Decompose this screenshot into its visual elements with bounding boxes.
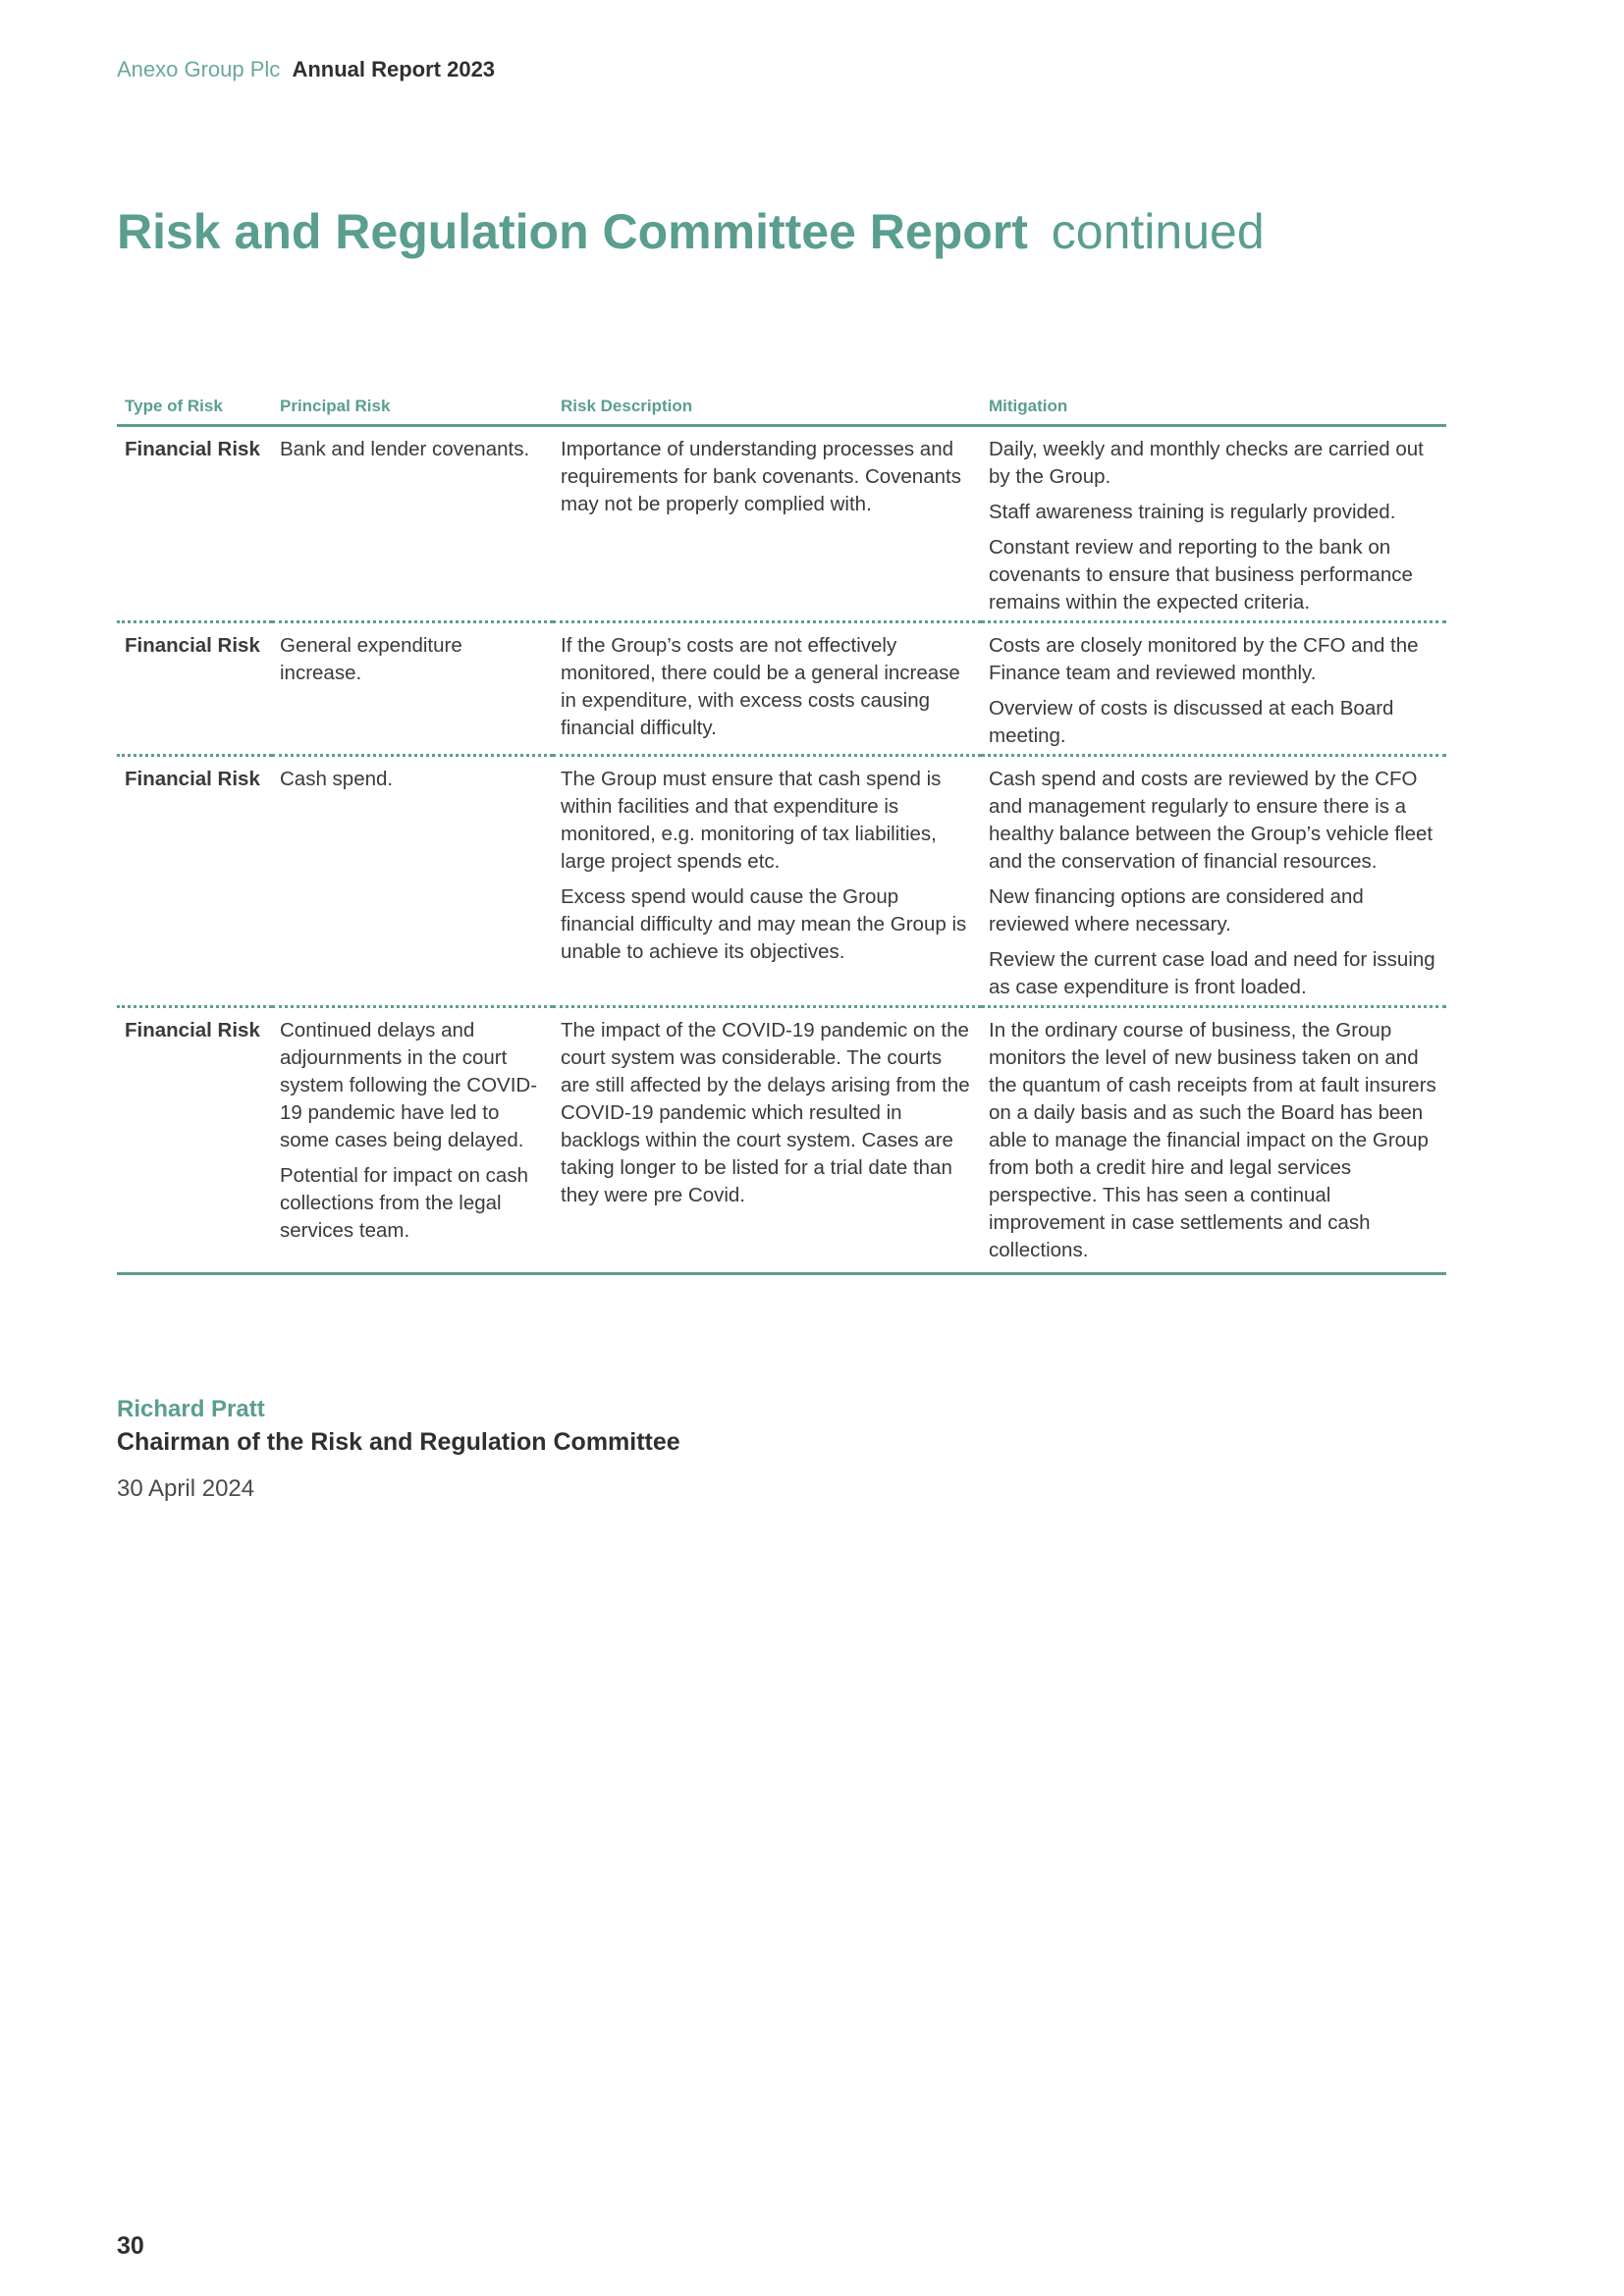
mitigation-text: New financing options are considered and reviewed where necessary. — [989, 885, 1364, 935]
mitigation-text: Daily, weekly and monthly checks are carried out by the Group. — [989, 438, 1424, 488]
principal-risk-cell — [272, 1007, 553, 1274]
risk-type-cell: Financial Risk — [117, 1007, 272, 1274]
signature-date: 30 April 2024 — [117, 1475, 255, 1502]
mitigation-text: Staff awareness training is regularly provided. — [989, 501, 1396, 523]
page-number: 30 — [117, 2232, 144, 2260]
table-row — [117, 426, 1446, 622]
mitigation-text: Overview of costs is discussed at each Board meeting. — [989, 697, 1394, 747]
risk-description-cell — [553, 1007, 981, 1274]
mitigation-text: Cash spend and costs are reviewed by the CFO and management regularly to ensure there is a healthy balance between the Group’s vehicle fleet and the conservation of financial resources. — [989, 768, 1434, 873]
risk-description-cell — [553, 756, 981, 1007]
page-title-suffix: continued — [1051, 204, 1265, 259]
page-title-main: Risk and Regulation Committee Report — [117, 204, 1028, 259]
risk-type-cell: Financial Risk — [117, 756, 272, 1007]
table-header-row — [117, 395, 1446, 426]
risk-type-cell: Financial Risk — [117, 622, 272, 756]
column-header-description: Risk Description — [553, 395, 981, 426]
column-header-principal: Principal Risk — [272, 395, 553, 426]
signatory-role: Chairman of the Risk and Regulation Committee — [117, 1428, 680, 1456]
mitigation-cell — [981, 1007, 1446, 1274]
risk-description-cell — [553, 622, 981, 756]
mitigation-cell — [981, 756, 1446, 1007]
risk-description-text: The impact of the COVID-19 pandemic on the court system was considerable. The courts are still affected by the delays arising from the COVID-19 pandemic which resulted in backlogs within the court system. Cases are taking longer to be listed for a trial date than they were pre Covid. — [561, 1019, 970, 1206]
company-name: Anexo Group Plc — [117, 57, 281, 81]
risk-description-text: Excess spend would cause the Group financial difficulty and may mean the Group is unable to achieve its objectives. — [561, 885, 967, 963]
principal-risk-cell — [272, 756, 553, 1007]
risk-description-text: The Group must ensure that cash spend is within facilities and that expenditure is monitored, e.g. monitoring of tax liabilities, large project spends etc. — [561, 768, 942, 873]
table-row — [117, 1007, 1446, 1274]
report-name: Annual Report 2023 — [292, 57, 496, 81]
principal-risk-text: Cash spend. — [280, 768, 394, 790]
risk-table — [117, 395, 1446, 1275]
risk-description-cell — [553, 426, 981, 622]
column-header-type: Type of Risk — [117, 395, 272, 426]
page-title — [117, 202, 1265, 261]
risk-description-text: If the Group’s costs are not effectively monitored, there could be a general increase in expenditure, with excess costs causing financial difficulty. — [561, 634, 960, 739]
risk-description-text: Importance of understanding processes and requirements for bank covenants. Covenants may not be properly complied with. — [561, 438, 961, 515]
principal-risk-cell — [272, 622, 553, 756]
mitigation-text: Review the current case load and need for issuing as case expenditure is front loaded. — [989, 948, 1435, 998]
principal-risk-cell — [272, 426, 553, 622]
principal-risk-text: Potential for impact on cash collections from the legal services team. — [280, 1164, 528, 1242]
principal-risk-text: Continued delays and adjournments in the court system following the COVID-19 pandemic have led to some cases being delayed. — [280, 1019, 538, 1151]
column-header-mitigation: Mitigation — [981, 395, 1446, 426]
principal-risk-text: General expenditure increase. — [280, 634, 462, 684]
running-header — [117, 57, 495, 82]
mitigation-text: In the ordinary course of business, the Group monitors the level of new business taken on and the quantum of cash receipts from at fault insurers on a daily basis and as such the Board has been able to manage the financial impact on the Group from both a credit hire and legal services perspective. This has seen a continual improvement in case settlements and cash collections. — [989, 1019, 1436, 1261]
table-row — [117, 622, 1446, 756]
risk-type-cell: Financial Risk — [125, 438, 260, 460]
mitigation-text: Costs are closely monitored by the CFO and the Finance team and reviewed monthly. — [989, 634, 1419, 684]
principal-risk-text: Bank and lender covenants. — [280, 438, 530, 460]
signatory-name: Richard Pratt — [117, 1396, 265, 1422]
mitigation-text: Constant review and reporting to the bank on covenants to ensure that business performance remains within the expected criteria. — [989, 536, 1413, 614]
table-row — [117, 756, 1446, 1007]
mitigation-cell — [981, 426, 1446, 622]
mitigation-cell — [981, 622, 1446, 756]
